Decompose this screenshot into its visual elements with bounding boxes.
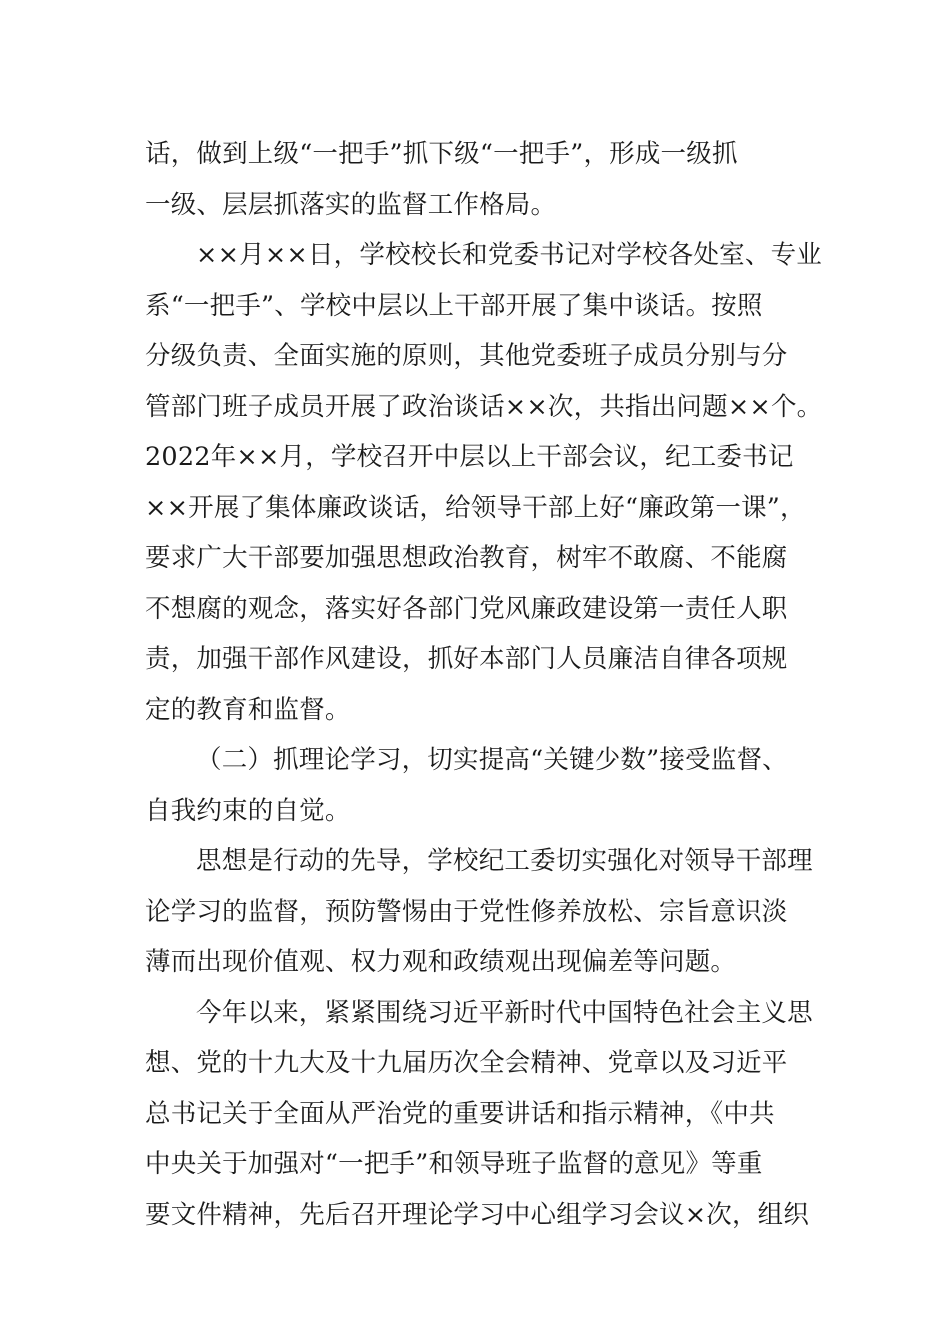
text-line: 话，做到上级“一把手”抓下级“一把手”，形成一级抓 xyxy=(145,139,738,169)
text-line: 总书记关于全面从严治党的重要讲话和指示精神，《中共 xyxy=(145,1098,775,1129)
paragraph-3 xyxy=(145,836,825,988)
text-line: （二）抓理论学习，切实提高“关键少数”接受监督、 xyxy=(196,745,788,775)
text-line: 今年以来，紧紧围绕习近平新时代中国特色社会主义思 xyxy=(196,997,813,1028)
text-line: 自我约束的自觉。 xyxy=(145,795,351,826)
text-line: 思想是行动的先导，学校纪工委切实强化对领导干部理 xyxy=(196,846,813,876)
section-heading xyxy=(145,735,825,836)
text-line: ××月××日，学校校长和党委书记对学校各处室、专业 xyxy=(196,240,822,270)
paragraph-2 xyxy=(145,230,825,735)
text-line: 不想腐的观念，落实好各部门党风廉政建设第一责任人职 xyxy=(145,593,788,624)
text-line: 想、党的十九大及十九届历次全会精神、党章以及习近平 xyxy=(145,1048,788,1078)
paragraph-4 xyxy=(145,988,825,1241)
text-line: 管部门班子成员开展了政治谈话××次，共指出问题××个。 xyxy=(145,391,823,422)
document-body xyxy=(145,129,825,1240)
text-line: ××开展了集体廉政谈话，给领导干部上好“廉政第一课”， xyxy=(145,492,806,523)
text-line: 分级负责、全面实施的原则，其他党委班子成员分别与分 xyxy=(145,341,788,371)
text-line: 系“一把手”、学校中层以上干部开展了集中谈话。按照 xyxy=(145,290,763,321)
text-line: 责，加强干部作风建设，抓好本部门人员廉洁自律各项规 xyxy=(145,644,788,674)
text-line: 薄而出现价值观、权力观和政绩观出现偏差等问题。 xyxy=(145,947,737,977)
text-line: 论学习的监督，预防警惕由于党性修养放松、宗旨意识淡 xyxy=(145,896,788,927)
text-line: 中央关于加强对“一把手”和领导班子监督的意见》等重 xyxy=(145,1149,763,1179)
text-line: 2022年××月，学校召开中层以上干部会议，纪工委书记 xyxy=(145,442,794,472)
paragraph-1 xyxy=(145,129,825,230)
text-line: 要求广大干部要加强思想政治教育，树牢不敢腐、不能腐 xyxy=(145,543,788,573)
text-line: 定的教育和监督。 xyxy=(145,694,351,725)
text-line: 要文件精神，先后召开理论学习中心组学习会议×次，组织 xyxy=(145,1199,810,1230)
text-line: 一级、层层抓落实的监督工作格局。 xyxy=(145,189,557,220)
